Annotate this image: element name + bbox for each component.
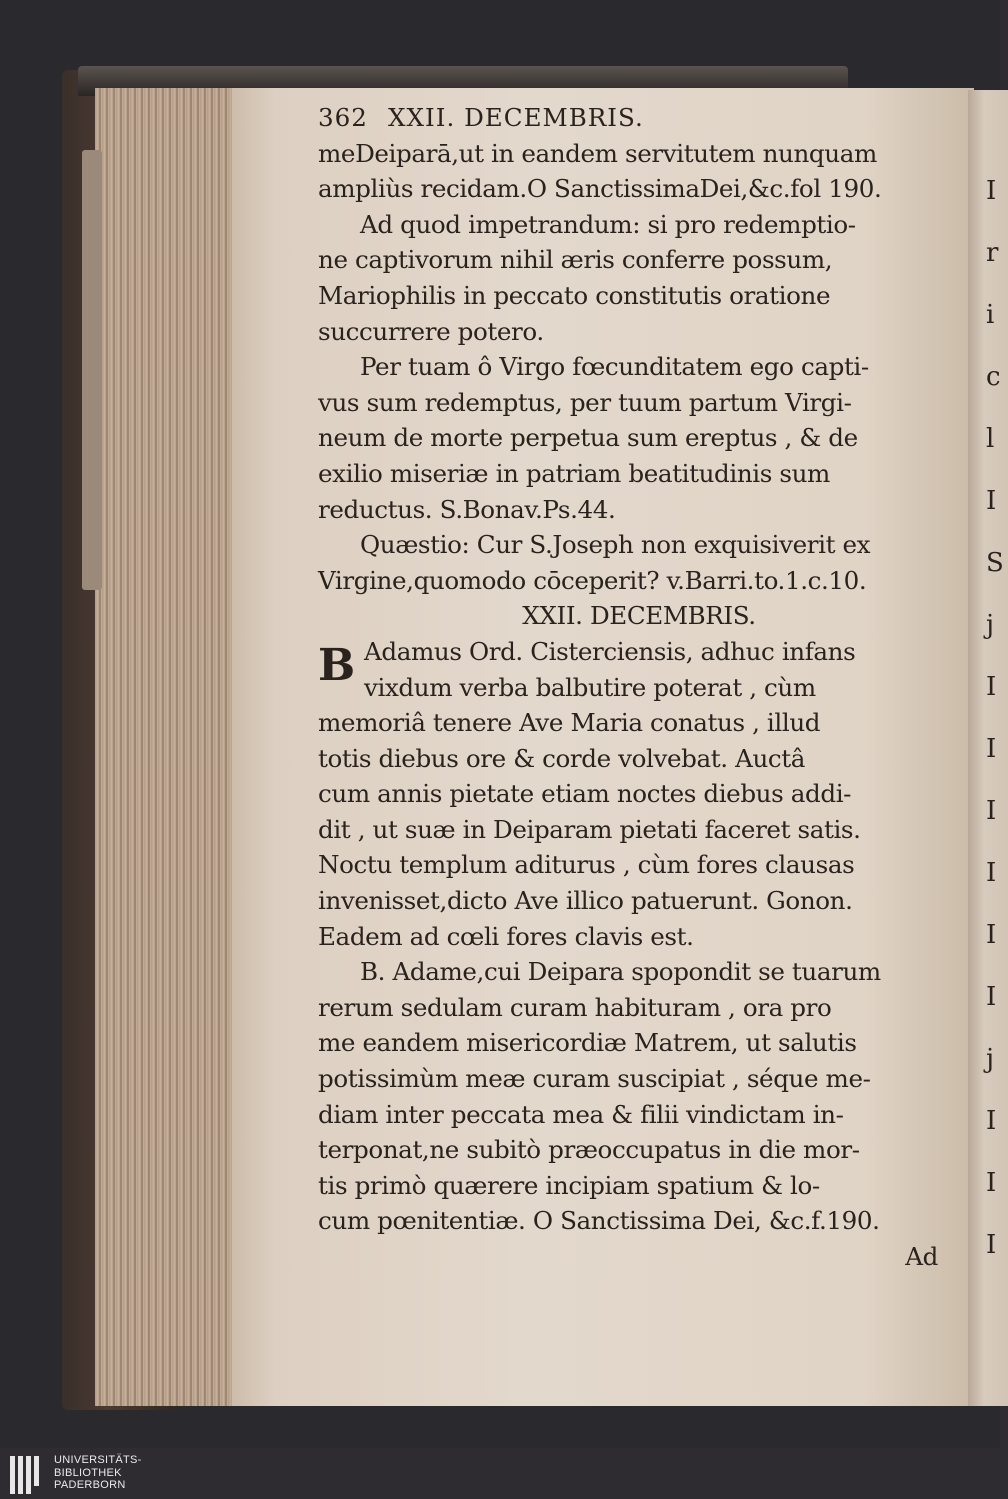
- para-5-line: tis primò quærere incipiam spatium & lo-: [318, 1170, 820, 1200]
- library-logo-icon: [10, 1456, 44, 1494]
- paragraph-4: [318, 705, 960, 954]
- paragraph-4-line: vixdum verba balbutire poterat , cùm: [364, 672, 816, 702]
- facing-page-char: r: [986, 238, 999, 268]
- facing-page-fragments: [986, 160, 1004, 1276]
- para-4-rest-line: Eadem ad cœli fores clavis est.: [318, 921, 694, 951]
- facing-page-char: j: [986, 1044, 995, 1074]
- para-4-rest-line: Noctu templum aditurus , cùm fores clausas: [318, 850, 855, 880]
- facing-page-char: l: [986, 424, 995, 454]
- para-4-rest-line: memoriâ tenere Ave Maria conatus , illud: [318, 708, 821, 738]
- para-4-rest-line: totis diebus ore & corde volvebat. Auctâ: [318, 743, 806, 773]
- para-5-line: B. Adame,cui Deipara spopondit se tuarum: [360, 957, 881, 987]
- page-text: [318, 100, 960, 1275]
- paragraph-1: [318, 207, 960, 349]
- library-name-line: BIBLIOTHEK: [54, 1466, 122, 1479]
- paragraph-4-opening: [318, 634, 960, 705]
- page-edges: [95, 88, 245, 1406]
- para-5-line: diam inter peccata mea & filii vindictam in-: [318, 1099, 844, 1129]
- library-name-line: PADERBORN: [54, 1479, 126, 1491]
- drop-initial: B: [318, 639, 355, 691]
- paragraph-5: [318, 954, 960, 1239]
- facing-page-char: I: [986, 982, 997, 1012]
- para-4-rest-line: cum annis pietate etiam noctes diebus addi-: [318, 779, 852, 809]
- para-2-line: neum de morte perpetua sum ereptus , & de: [318, 423, 858, 453]
- facing-page-char: I: [986, 796, 997, 826]
- para-4-rest-line: invenisset,dicto Ave illico patuerunt. Gonon.: [318, 886, 853, 916]
- running-title: XXII. DECEMBRIS.: [388, 103, 644, 132]
- para-3-line: Quæstio: Cur S.Joseph non exquisiverit ex: [360, 530, 871, 560]
- para-5-line: rerum sedulam curam habituram , ora pro: [318, 992, 832, 1022]
- page-number: 362: [318, 103, 368, 132]
- library-name: [54, 1454, 142, 1492]
- facing-page-char: I: [986, 672, 997, 702]
- facing-page-char: I: [986, 734, 997, 764]
- section-heading: XXII. DECEMBRIS.: [522, 601, 756, 631]
- library-name-line: UNIVERSITÄTS-: [54, 1454, 142, 1466]
- para-5-line: me eandem misericordiæ Matrem, ut salutis: [318, 1028, 857, 1058]
- paragraph-3: [318, 527, 960, 598]
- para-5-line: potissimùm meæ curam suscipiat , séque me-: [318, 1064, 871, 1094]
- para-5-line: terponat,ne subitò præoccupatus in die mor-: [318, 1135, 860, 1165]
- catchword: Ad: [905, 1242, 938, 1271]
- running-head: [318, 100, 960, 136]
- para-2-line: Per tuam ô Virgo fœcunditatem ego capti-: [360, 352, 869, 382]
- para-5-line: cum pœnitentiæ. O Sanctissima Dei, &c.f.190.: [318, 1206, 880, 1236]
- facing-page-char: I: [986, 176, 997, 206]
- facing-page-char: j: [986, 610, 995, 640]
- paragraph-2: [318, 349, 960, 527]
- para-2-line: reductus. S.Bonav.Ps.44.: [318, 494, 616, 524]
- facing-page-char: I: [986, 858, 997, 888]
- facing-page-char: i: [986, 300, 995, 330]
- para-1-line: Mariophilis in peccato constitutis oratione: [318, 280, 831, 310]
- facing-page-char: I: [986, 1106, 997, 1136]
- facing-page-char: I: [986, 486, 997, 516]
- facing-page-char: c: [986, 362, 1001, 392]
- para-2-line: vus sum redemptus, per tuum partum Virgi-: [318, 387, 852, 417]
- lines-top-line: meDeiparā,ut in eandem servitutem nunquam: [318, 138, 877, 168]
- para-1-line: ne captivorum nihil æris conferre possum,: [318, 245, 833, 275]
- facing-page-char: I: [986, 1230, 997, 1260]
- para-1-line: succurrere potero.: [318, 316, 544, 346]
- para-1-line: Ad quod impetrandum: si pro redemptio-: [360, 209, 856, 239]
- lines-top-line: ampliùs recidam.O SanctissimaDei,&c.fol 190.: [318, 174, 882, 204]
- facing-page-char: I: [986, 1168, 997, 1198]
- continued-text: [318, 136, 960, 207]
- para-3-line: Virgine,quomodo cōceperit? v.Barri.to.1.c.10.: [318, 565, 867, 595]
- paragraph-4-line: Adamus Ord. Cisterciensis, adhuc infans: [364, 636, 856, 666]
- library-footer: [0, 1448, 1000, 1499]
- para-2-line: exilio miseriæ in patriam beatitudinis sum: [318, 458, 830, 488]
- facing-page-char: I: [986, 920, 997, 950]
- para-4-rest-line: dit , ut suæ in Deiparam pietati faceret satis.: [318, 814, 861, 844]
- facing-page-char: S: [986, 548, 1004, 578]
- clasp: [82, 150, 102, 590]
